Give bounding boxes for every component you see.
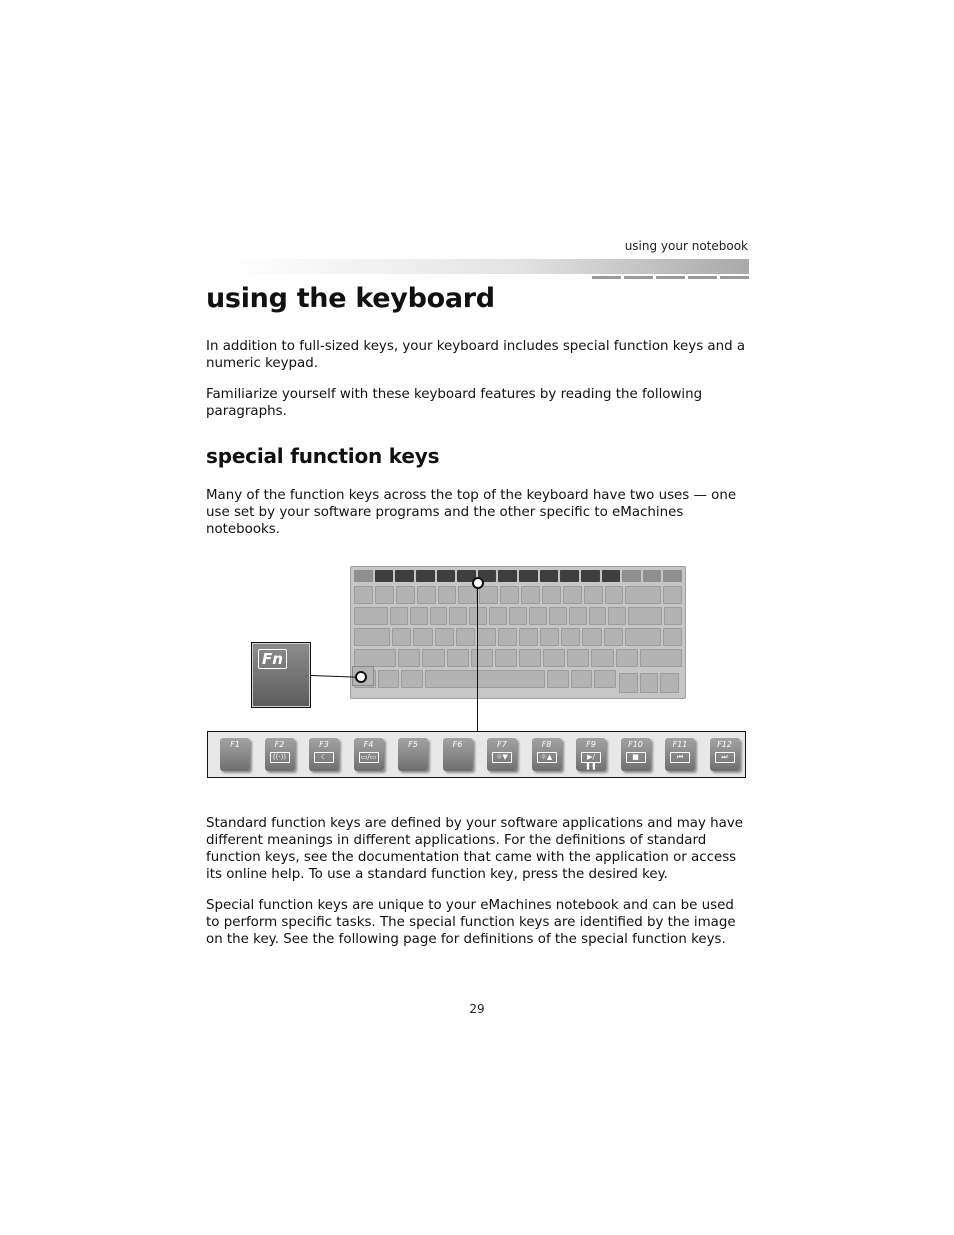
keyboard-qwerty-row	[354, 607, 682, 625]
function-key-f11	[665, 738, 695, 771]
function-key-icon: ☼▲	[537, 752, 557, 763]
function-key-icon: ((·))	[270, 752, 290, 763]
function-key-f12	[710, 738, 740, 771]
function-key-f7	[487, 738, 517, 771]
function-key-icon: ■	[626, 752, 646, 763]
function-key-label: F6	[452, 740, 463, 749]
function-key-icon: ▶/❚❚	[581, 752, 601, 763]
function-key-label: F5	[408, 740, 418, 749]
function-key-icon: ☼▼	[492, 752, 512, 763]
intro-paragraph-1: In addition to full-sized keys, your keyboard includes special function keys and a numeric keypad.	[206, 339, 746, 371]
function-key-label: F11	[672, 740, 688, 749]
function-key-label: F2	[274, 740, 285, 749]
function-key-icon: ⏮	[670, 752, 690, 763]
function-key-strip	[207, 731, 746, 778]
function-key-icon: ▭/▭	[359, 752, 379, 763]
fn-key-closeup	[251, 642, 311, 708]
function-key-label: F4	[363, 740, 374, 749]
function-key-label: F12	[717, 740, 732, 749]
function-key-f5	[398, 738, 428, 771]
header-gradient-bar	[226, 259, 749, 274]
section-heading: special function keys	[206, 444, 440, 468]
function-key-label: F7	[497, 740, 507, 749]
function-key-label: F3	[319, 740, 329, 749]
keyboard-function-row	[354, 570, 682, 582]
function-key-f8	[532, 738, 562, 771]
function-key-f1	[220, 738, 250, 771]
function-row-callout-dot	[472, 577, 484, 589]
function-key-label: F8	[541, 740, 552, 749]
fn-key-label: Fn	[258, 649, 287, 669]
function-row-callout-line	[477, 585, 478, 731]
fn-callout-line	[311, 675, 356, 678]
running-head: using your notebook	[624, 239, 748, 253]
fn-key-callout-dot	[355, 671, 367, 683]
function-key-f6	[443, 738, 473, 771]
keyboard-space-row	[354, 670, 616, 688]
function-key-icon: ☾	[314, 752, 334, 763]
keyboard-shift-row	[354, 649, 682, 667]
keyboard-illustration	[350, 566, 686, 699]
function-key-icon: ⏭	[715, 752, 735, 763]
function-key-f2	[265, 738, 295, 771]
section-paragraph-3: Special function keys are unique to your eMachines notebook and can be used to perform specific tasks. The special function keys are identified by the image on the key. See the following page for definitions of the special function keys.	[206, 898, 736, 947]
function-key-f4	[354, 738, 384, 771]
function-key-label: F1	[230, 740, 240, 749]
keyboard-number-row	[354, 586, 682, 604]
function-key-f10	[621, 738, 651, 771]
header-segment-bar	[592, 276, 749, 279]
page-number: 29	[469, 1002, 485, 1016]
keyboard-home-row	[354, 628, 682, 646]
keyboard-arrow-keys	[619, 673, 679, 693]
function-key-label: F9	[586, 740, 596, 749]
page-title: using the keyboard	[206, 283, 495, 314]
function-key-f3	[309, 738, 339, 771]
function-key-label: F10	[628, 740, 643, 749]
intro-paragraph-2: Familiarize yourself with these keyboard features by reading the following paragraphs.	[206, 387, 703, 419]
section-paragraph-1: Many of the function keys across the top of the keyboard have two uses — one use set by your software programs and the other specific to eMachines notebooks.	[206, 488, 737, 537]
function-key-f9	[576, 738, 606, 771]
section-paragraph-2: Standard function keys are defined by your software applications and may have different meanings in different applications. For the definitions of standard function keys, see the documentation that came with the application or access its online help. To use a standard function key, press the desired key.	[206, 816, 744, 882]
